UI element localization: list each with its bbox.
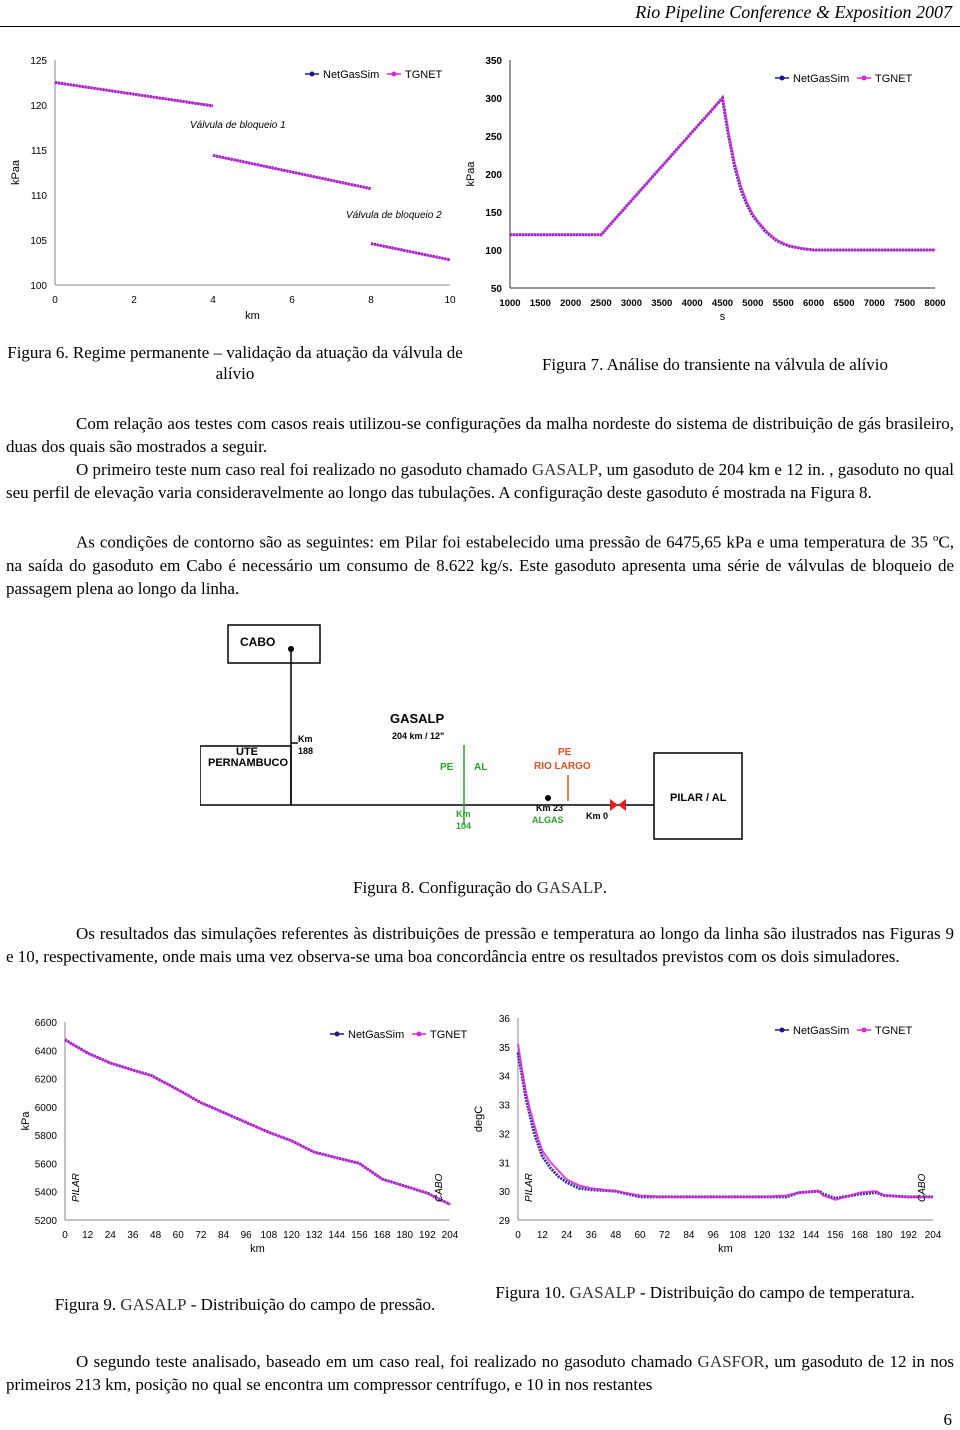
paragraph-5 (6, 1350, 954, 1396)
fig6-x-axis-label: km (245, 310, 260, 322)
fig10-annotation-cabo: CABO (917, 1173, 928, 1202)
fig6-series-tgnet (55, 83, 213, 106)
fig9-x-tick-label: 132 (305, 1230, 323, 1241)
fig7-x-tick-label: 2500 (590, 298, 612, 309)
fig10-series-netgassim (518, 1053, 933, 1199)
figure-7-caption-text: Figura 7. Análise do transiente na válvula de alívio (541, 355, 889, 374)
fig6-y-tick-label: 105 (30, 236, 47, 247)
fig10-x-tick-label: 108 (729, 1230, 747, 1241)
paragraph-5-text-a: O segundo teste analisado, baseado em um caso real, foi realizado no gasoduto chamado (76, 1352, 698, 1371)
fig10-x-tick-label: 96 (707, 1230, 719, 1241)
fig9-x-tick-label: 204 (441, 1230, 459, 1241)
km188-value: 188 (298, 746, 314, 756)
fig10-annotation-pilar: PILAR (524, 1173, 535, 1202)
fig6-y-tick-label: 125 (30, 56, 47, 67)
figure-7-chart (465, 48, 960, 323)
km23-label: Km 23 (536, 803, 564, 813)
fig10-y-tick-label: 30 (498, 1187, 510, 1199)
fig6-x-tick-label: 4 (210, 295, 216, 306)
degree-superscript: o (932, 532, 939, 544)
pe-label: PE (440, 762, 454, 773)
figure-9-caption-prefix: Figura 9. (54, 1295, 121, 1314)
fig6-legend-label: NetGasSim (323, 69, 380, 81)
fig10-x-tick-label: 168 (851, 1230, 869, 1241)
fig6-legend-marker (310, 72, 315, 77)
paragraph-2 (6, 458, 954, 504)
fig7-y-tick-label: 100 (485, 246, 502, 257)
fig10-x-tick-label: 48 (610, 1230, 622, 1241)
fig10-x-tick-label: 192 (900, 1230, 917, 1241)
gasalp-spec: 204 km / 12" (392, 731, 445, 741)
pilar-label: PILAR / AL (670, 792, 727, 804)
fig6-x-tick-label: 6 (289, 295, 295, 306)
fig9-x-tick-label: 144 (328, 1230, 346, 1241)
km104-label: Km (456, 809, 471, 819)
paragraph-3-text-a: As condições de contorno são as seguintes: em Pilar foi estabelecido uma pressão de 6475,65 kPa e uma temperatura de 35 (76, 532, 933, 552)
fig10-x-axis-label: km (718, 1243, 733, 1255)
fig10-x-tick-label: 132 (778, 1230, 795, 1241)
fig9-y-tick-label: 5200 (34, 1216, 57, 1227)
figure-7-caption (470, 354, 960, 375)
gasalp-name: GASALP (531, 460, 599, 479)
fig7-x-tick-label: 2000 (560, 298, 582, 309)
fig10-x-tick-label: 60 (634, 1230, 646, 1241)
fig9-series-tgnet (65, 1040, 450, 1205)
fig9-x-tick-label: 84 (217, 1230, 230, 1241)
figure-6-chart (0, 40, 470, 330)
fig9-x-tick-label: 192 (419, 1230, 436, 1241)
gasalp-diagram-title: GASALP (390, 711, 445, 726)
fig7-x-tick-label: 6000 (803, 298, 825, 309)
fig9-x-tick-label: 96 (240, 1230, 252, 1241)
paragraph-5-text-b: , um gasoduto de 12 in nos primeiros 213 km, posição no qual se encontra um compressor centrífugo, e 10 in nos restantes (6, 1352, 954, 1394)
fig7-legend-label: TGNET (875, 73, 913, 85)
km0-label: Km 0 (586, 811, 609, 821)
figure-9-caption-suffix: - Distribuição do campo de pressão. (186, 1295, 436, 1314)
fig7-x-tick-label: 4500 (711, 298, 734, 309)
fig10-y-tick-label: 36 (498, 1014, 510, 1025)
fig10-y-tick-label: 35 (498, 1042, 510, 1054)
fig6-x-tick-label: 10 (444, 295, 456, 306)
fig10-y-tick-label: 32 (498, 1129, 510, 1141)
fig9-x-tick-label: 72 (195, 1230, 207, 1241)
figure-9-caption-name: GASALP (120, 1295, 187, 1314)
fig7-y-tick-label: 350 (485, 56, 502, 67)
figure-10-caption (490, 1282, 920, 1303)
header-rule (0, 26, 960, 27)
fig10-legend-label: NetGasSim (793, 1025, 850, 1037)
fig10-x-tick-label: 120 (753, 1230, 771, 1241)
fig6-y-tick-label: 100 (30, 281, 47, 292)
fig9-x-tick-label: 24 (104, 1230, 116, 1241)
gasalp-diagram-svg (200, 615, 760, 850)
fig7-x-tick-label: 3500 (651, 298, 673, 309)
fig9-y-axis-label: kPa (20, 1111, 32, 1131)
fig6-x-tick-label: 2 (131, 295, 137, 306)
fig10-x-tick-label: 180 (875, 1230, 893, 1241)
fig6-series-tgnet (213, 155, 371, 188)
fig7-y-axis-label: kPaa (465, 161, 477, 187)
km104-value: 104 (456, 821, 472, 831)
fig6-series-tgnet (371, 244, 450, 260)
figure-8-caption-prefix: Figura 8. Configuração do (352, 878, 537, 897)
fig7-x-tick-label: 1000 (499, 298, 521, 309)
pe2-label: PE (558, 747, 572, 758)
fig7-x-tick-label: 8000 (924, 298, 946, 309)
fig9-x-tick-label: 12 (82, 1230, 94, 1241)
fig6-legend-label: TGNET (405, 69, 443, 81)
figure-10-caption-prefix: Figura 10. (495, 1283, 570, 1302)
fig10-x-tick-label: 36 (585, 1230, 597, 1241)
fig9-series-netgassim (65, 1040, 450, 1205)
km23-node (545, 795, 551, 801)
al-label: AL (474, 762, 488, 773)
fig6-legend-marker (392, 72, 397, 77)
fig9-x-axis-label: km (250, 1243, 265, 1255)
figure-10-caption-name: GASALP (569, 1283, 636, 1302)
paragraph-2-text-a: O primeiro teste num caso real foi realizado no gasoduto chamado (76, 460, 532, 479)
paragraph-3 (6, 527, 954, 600)
fig9-legend-label: NetGasSim (348, 1029, 405, 1041)
fig7-series-netgassim (510, 98, 935, 250)
fig6-y-tick-label: 115 (31, 146, 47, 157)
cabo-node (288, 646, 294, 652)
algas-label: ALGAS (532, 815, 564, 825)
fig6-annotation-valve-2: Válvula de bloqueio 2 (346, 210, 442, 221)
fig10-y-tick-label: 33 (498, 1100, 510, 1112)
fig7-x-tick-label: 7000 (863, 298, 885, 309)
conference-header: Rio Pipeline Conference & Exposition 2007 (635, 2, 952, 22)
cabo-label: CABO (240, 635, 276, 649)
km188-label: Km (298, 734, 313, 744)
paragraph-2-text-b: , um gasoduto de 204 km e 12 in. , gasoduto no qual seu perfil de elevação varia consideravelmente ao longo das tubulações. A configuração deste gasoduto é mostrada na Figura 8. (6, 460, 954, 502)
figure-9-chart (0, 1010, 470, 1260)
paragraph-4 (6, 922, 954, 968)
fig7-y-tick-label: 300 (485, 94, 502, 105)
fig7-x-tick-label: 5000 (742, 298, 764, 309)
fig9-legend-label: TGNET (430, 1029, 468, 1041)
fig10-x-tick-label: 84 (683, 1230, 695, 1241)
fig6-y-axis-label: kPaa (10, 159, 22, 186)
fig7-x-tick-label: 3000 (620, 298, 642, 309)
pernambuco-label: PERNAMBUCO (208, 757, 289, 769)
fig7-y-tick-label: 150 (485, 208, 502, 219)
fig7-y-tick-label: 50 (490, 284, 502, 295)
paragraph-4-text: Os resultados das simulações referentes às distribuições de pressão e temperatura ao longo da linha são ilustrados nas Figuras 9 e 10, respectivamente, onde mais uma vez observa-se uma boa concordância entre os resultados previstos com os dois simuladores. (6, 924, 954, 966)
fig7-y-tick-label: 200 (485, 170, 502, 181)
fig7-x-tick-label: 1500 (529, 298, 551, 309)
fig10-legend-label: TGNET (875, 1025, 913, 1037)
fig9-y-tick-label: 6400 (34, 1046, 57, 1058)
valve-left (610, 799, 618, 811)
figure-8-caption-name: GASALP (536, 878, 603, 897)
fig7-x-tick-label: 5500 (772, 298, 794, 309)
fig9-y-tick-label: 5400 (34, 1187, 57, 1199)
fig9-x-tick-label: 108 (260, 1230, 278, 1241)
fig7-series-tgnet (510, 98, 935, 250)
fig7-legend-marker (780, 76, 785, 81)
paragraph-3-text-b: C, na saída do gasoduto em Cabo é necessário um consumo de 8.622 kg/s. Este gasoduto apresenta uma série de válvulas de bloqueio de passagem plena ao longo da linha. (6, 532, 954, 598)
fig10-legend-marker (780, 1028, 785, 1033)
fig7-x-tick-label: 7500 (894, 298, 916, 309)
figure-8-caption-suffix: . (602, 878, 608, 897)
fig9-legend-marker (417, 1032, 422, 1037)
fig9-legend-marker (335, 1032, 340, 1037)
fig10-y-axis-label: degC (473, 1105, 485, 1133)
fig7-y-tick-label: 250 (485, 132, 502, 143)
fig10-x-tick-label: 144 (802, 1230, 820, 1241)
fig10-y-tick-label: 31 (498, 1158, 510, 1170)
fig9-x-tick-label: 156 (351, 1230, 368, 1241)
fig6-y-tick-label: 110 (31, 191, 47, 202)
page-number: 6 (943, 1410, 952, 1429)
fig9-x-tick-label: 0 (62, 1230, 68, 1241)
rio-largo-label: RIO LARGO (534, 761, 591, 772)
fig6-x-tick-label: 0 (52, 295, 58, 306)
fig9-y-tick-label: 6600 (34, 1018, 57, 1029)
fig7-legend-marker (862, 76, 867, 81)
fig6-x-tick-label: 8 (368, 295, 374, 306)
fig9-x-tick-label: 180 (396, 1230, 414, 1241)
gasalp-diagram (200, 615, 760, 850)
fig9-annotation-cabo: CABO (434, 1173, 445, 1202)
fig9-x-tick-label: 120 (283, 1230, 300, 1241)
fig10-series-tgnet (518, 1044, 933, 1200)
fig10-y-tick-label: 29 (498, 1216, 510, 1227)
fig10-x-tick-label: 0 (515, 1230, 521, 1241)
ute-label: UTE (236, 746, 258, 758)
fig9-x-tick-label: 36 (127, 1230, 139, 1241)
figure-6-caption-text: Figura 6. Regime permanente – validação da atuação da válvula de alívio (7, 343, 463, 383)
figure-10-chart (470, 1010, 960, 1260)
valve-right (618, 799, 626, 811)
fig6-annotation-valve-1: Válvula de bloqueio 1 (190, 120, 286, 131)
figure-8-caption (0, 877, 960, 898)
fig10-x-tick-label: 24 (561, 1230, 573, 1241)
fig10-legend-marker (862, 1028, 867, 1033)
fig6-y-tick-label: 120 (30, 101, 47, 112)
fig7-x-tick-label: 6500 (833, 298, 855, 309)
fig10-x-tick-label: 156 (827, 1230, 844, 1241)
fig10-x-tick-label: 72 (658, 1230, 671, 1241)
gasfor-name: GASFOR (697, 1352, 765, 1371)
fig10-x-tick-label: 204 (924, 1230, 942, 1241)
fig9-x-tick-label: 48 (150, 1230, 162, 1241)
fig9-annotation-pilar: PILAR (71, 1173, 82, 1202)
fig9-y-tick-label: 6200 (34, 1074, 57, 1086)
fig10-x-tick-label: 12 (536, 1230, 548, 1241)
fig9-y-tick-label: 6000 (34, 1102, 57, 1114)
fig7-legend-label: NetGasSim (793, 73, 850, 85)
paragraph-1 (6, 412, 954, 458)
fig9-y-tick-label: 5800 (34, 1131, 57, 1143)
figure-6-caption (0, 342, 470, 384)
fig9-x-tick-label: 60 (172, 1230, 184, 1241)
figure-10-caption-suffix: - Distribuição do campo de temperatura. (635, 1283, 915, 1302)
fig7-x-axis-label: s (719, 311, 726, 323)
fig10-y-tick-label: 34 (498, 1071, 510, 1083)
figure-9-caption (0, 1294, 490, 1315)
fig7-x-tick-label: 4000 (681, 298, 703, 309)
paragraph-1-text: Com relação aos testes com casos reais utilizou-se configurações da malha nordeste do sistema de distribuição de gás brasileiro, duas dos quais são mostrados a seguir. (6, 414, 954, 456)
fig9-y-tick-label: 5600 (34, 1159, 57, 1171)
fig9-x-tick-label: 168 (373, 1230, 391, 1241)
